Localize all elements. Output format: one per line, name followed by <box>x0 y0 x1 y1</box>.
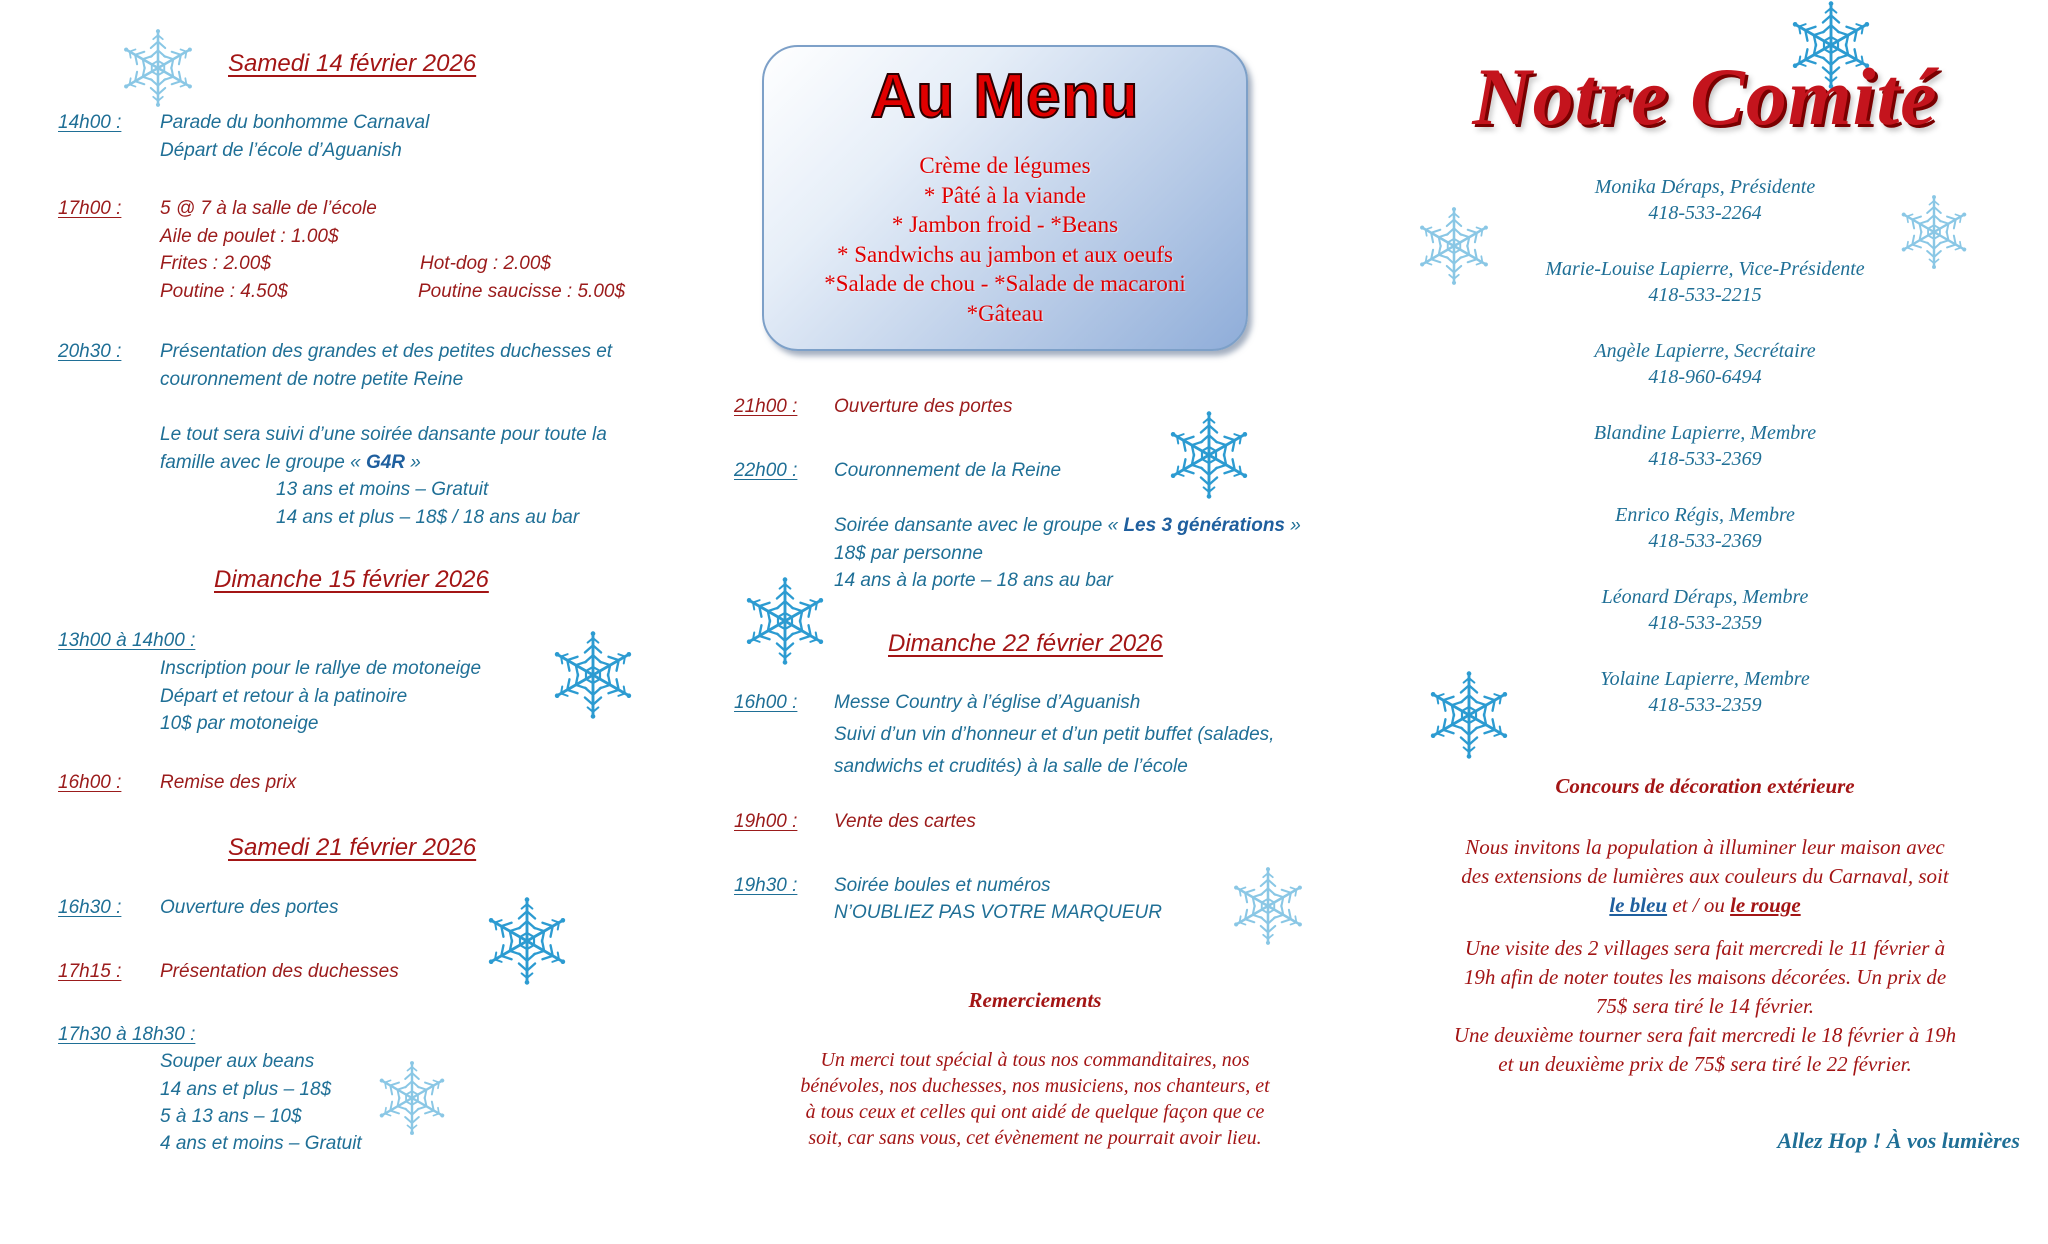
snowflake-icon <box>740 576 830 666</box>
day-heading: Samedi 21 février 2026 <box>228 834 477 861</box>
price-item: Poutine saucisse : 5.00$ <box>418 281 626 302</box>
event-text: 5 @ 7 à la salle de l’école <box>160 198 377 219</box>
event-text: Ouverture des portes <box>160 897 339 918</box>
band-name: Les 3 générations <box>1123 515 1285 536</box>
event-time: 17h00 : <box>58 198 122 219</box>
event-text: Suivi d’un vin d’honneur et d’un petit buffet (salades, <box>834 724 1275 745</box>
day-heading: Dimanche 15 février 2026 <box>214 566 489 593</box>
snowflake-icon <box>548 630 638 720</box>
event-text: Parade du bonhomme Carnaval <box>160 112 430 133</box>
event-text: Vente des cartes <box>834 811 976 832</box>
price-item: 4 ans et moins – Gratuit <box>160 1133 362 1154</box>
committee-member: Léonard Déraps, Membre 418-533-2359 <box>1601 586 1809 634</box>
event-time: 17h30 à 18h30 : <box>58 1024 196 1045</box>
event-text: Messe Country à l’église d’Aguanish <box>834 692 1141 713</box>
event-text: Soirée boules et numéros <box>834 875 1051 896</box>
committee-member: Yolaine Lapierre, Membre 418-533-2359 <box>1600 668 1810 716</box>
event-time: 16h30 : <box>58 897 122 918</box>
price-item: 14 ans et plus – 18$ / 18 ans au bar <box>276 507 580 528</box>
event-text: 10$ par motoneige <box>160 713 319 734</box>
menu-item: *Gâteau <box>966 300 1044 326</box>
committee-member: Monika Déraps, Présidente 418-533-2264 <box>1594 176 1816 224</box>
event-text: Inscription pour le rallye de motoneige <box>160 658 482 679</box>
event-time: 22h00 : <box>734 460 798 481</box>
price-item: 14 ans et plus – 18$ <box>160 1079 332 1100</box>
committee-member: Blandine Lapierre, Membre 418-533-2369 <box>1593 422 1817 470</box>
event-time: 16h00 : <box>58 772 122 793</box>
price-item: Hot-dog : 2.00$ <box>420 253 551 274</box>
event-text: Départ et retour à la patinoire <box>160 686 408 707</box>
price-item: 14 ans à la porte – 18 ans au bar <box>834 570 1113 591</box>
event-time: 17h15 : <box>58 961 122 982</box>
event-text: Souper aux beans <box>160 1051 315 1072</box>
event-text: couronnement de notre petite Reine <box>160 369 464 390</box>
band-name: G4R <box>365 452 406 473</box>
snowflake-icon <box>482 896 572 986</box>
snowflake-icon <box>118 28 198 108</box>
event-text: Soirée dansante avec le groupe « Les 3 générations » <box>834 515 1301 536</box>
event-text: Aile de poulet : 1.00$ <box>160 226 339 247</box>
event-time: 19h30 : <box>734 875 798 896</box>
day-heading: Samedi 14 février 2026 <box>228 50 477 77</box>
committee-member: Marie-Louise Lapierre, Vice-Présidente 418-533-2215 <box>1545 258 1865 306</box>
event-time: 19h00 : <box>734 811 798 832</box>
price-item: Poutine : 4.50$ <box>160 281 288 302</box>
event-text: Présentation des duchesses <box>160 961 399 982</box>
committee-member: Angèle Lapierre, Secrétaire 418-960-6494 <box>1594 340 1816 388</box>
menu-title: Au Menu <box>870 62 1140 131</box>
event-time: 21h00 : <box>734 396 798 417</box>
menu-item: * Pâté à la viande <box>923 182 1087 208</box>
snowflake-icon <box>1228 866 1308 946</box>
snowflake-icon <box>1164 410 1254 500</box>
color-blue-label: le bleu <box>1609 893 1668 917</box>
committee-member: Enrico Régis, Membre 418-533-2369 <box>1615 504 1795 552</box>
event-text: Remise des prix <box>160 772 297 793</box>
event-text: Ouverture des portes <box>834 396 1013 417</box>
event-text: N’OUBLIEZ PAS VOTRE MARQUEUR <box>834 902 1162 923</box>
menu-list <box>764 151 1246 328</box>
menu-item: * Sandwichs au jambon et aux oeufs <box>837 241 1173 267</box>
event-text: sandwichs et crudités) à la salle de l’école <box>834 756 1188 777</box>
contest-paragraph: Nous invitons la population à illuminer leur maison avec des extensions de lumières aux couleurs du Carnaval, soit le bleu et / ou le rouge Une visite des 2 villages sera fait mercredi le 11 février à 19h afin de noter toutes les maisons décorées. Un prix de 75$ sera tiré le 14 février. Une deuxième tourner sera fait mercredi le 18 février à 19h et un deuxième prix de 75$ sera tiré le 22 février. <box>1453 835 1957 1076</box>
menu-item: Crème de légumes <box>919 153 1091 178</box>
event-time: 14h00 : <box>58 112 122 133</box>
event-time: 16h00 : <box>734 692 798 713</box>
menu-box <box>762 45 1248 351</box>
price-item: 18$ par personne <box>834 543 983 564</box>
contest-title: Concours de décoration extérieure <box>1555 774 1855 798</box>
price-item: 5 à 13 ans – 10$ <box>160 1106 302 1127</box>
event-time: 20h30 : <box>58 341 122 362</box>
event-text: Départ de l’école d’Aguanish <box>160 140 402 161</box>
day-heading: Dimanche 22 février 2026 <box>888 630 1163 657</box>
color-red-label: le rouge <box>1730 893 1801 917</box>
event-text: Couronnement de la Reine <box>834 460 1062 481</box>
price-item: 13 ans et moins – Gratuit <box>276 479 489 500</box>
thanks-title: Remerciements <box>968 988 1102 1012</box>
contest-closing: Allez Hop ! À vos lumières <box>1777 1128 2020 1153</box>
menu-item: * Jambon froid - *Beans <box>891 212 1119 237</box>
comite-title: Notre Comité <box>1472 51 1938 142</box>
event-time: 13h00 à 14h00 : <box>58 630 196 651</box>
event-text: famille avec le groupe « G4R » <box>160 452 421 473</box>
snowflake-icon <box>374 1060 450 1136</box>
price-item: Frites : 2.00$ <box>160 253 271 274</box>
event-text: Le tout sera suivi d’une soirée dansante pour toute la <box>160 424 607 445</box>
thanks-paragraph: Un merci tout spécial à tous nos commanditaires, nos bénévoles, nos duchesses, nos musiciens, nos chanteurs, et à tous ceux et celles qui ont aidé de quelque façon que ce soit, car sans vous, cet évènement ne pourrait avoir lieu. <box>800 1049 1270 1149</box>
menu-item: *Salade de chou - *Salade de macaroni <box>824 271 1186 296</box>
event-text: Présentation des grandes et des petites duchesses et <box>160 341 613 362</box>
